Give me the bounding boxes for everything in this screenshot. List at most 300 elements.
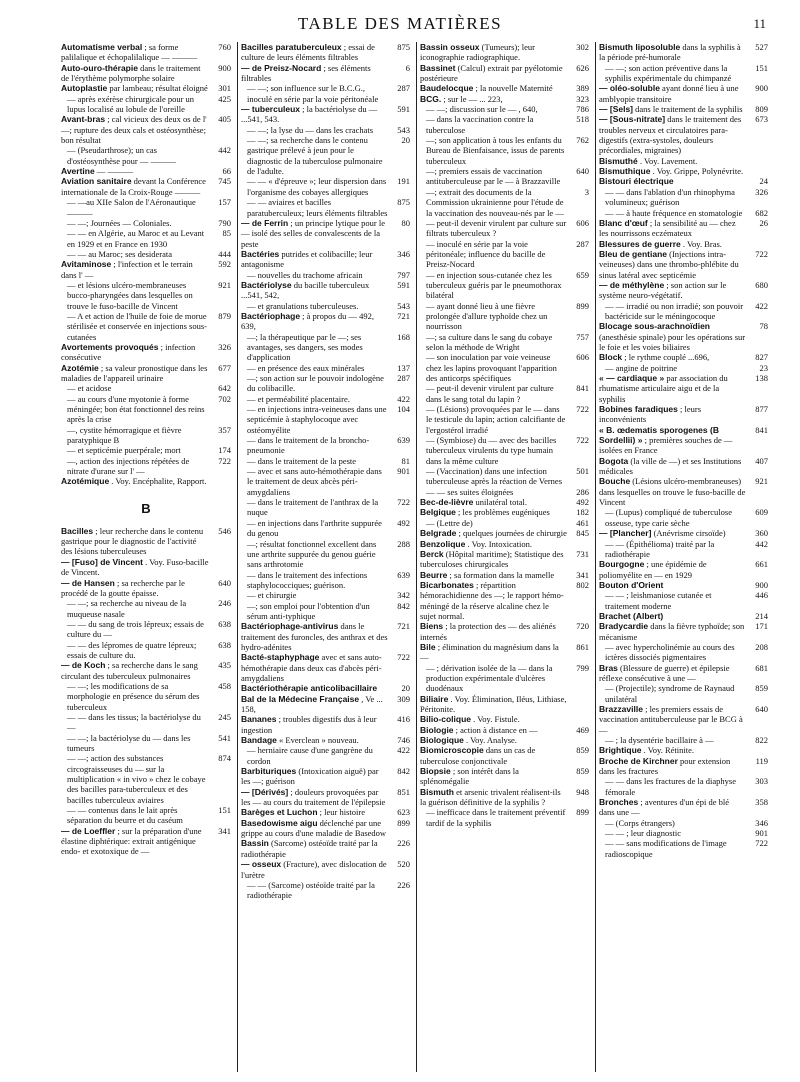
entry-page-number: 879 xyxy=(218,310,231,321)
entry-page-number: 461 xyxy=(576,517,589,528)
entry-heading: Benzolique xyxy=(420,538,466,549)
index-entry xyxy=(420,528,589,538)
index-entry xyxy=(241,880,410,901)
entry-text xyxy=(241,270,388,280)
entry-description: dans le traitement de l'érythème polymorphe solaire xyxy=(61,62,201,84)
entry-page-number: 119 xyxy=(755,755,768,766)
entry-description: —; premiers essais de vaccination antituberculeuse par le — à Brazzaville xyxy=(426,166,561,187)
entry-heading: Brazzaville xyxy=(599,704,643,714)
entry-text xyxy=(599,301,746,322)
index-entry xyxy=(241,838,410,859)
index-entry xyxy=(61,311,231,342)
entry-description: — — dans l'ablation d'un rhinophyma volumineux; guérison xyxy=(605,186,735,208)
index-entry xyxy=(599,249,768,280)
entry-text xyxy=(241,176,388,197)
page-number: 11 xyxy=(753,16,766,31)
entry-heading: Auto-ouro-thérapie xyxy=(61,62,138,73)
index-entry xyxy=(599,590,768,611)
entry-text xyxy=(61,42,209,63)
entry-text xyxy=(420,239,567,270)
entry-text xyxy=(241,125,388,135)
entry-text xyxy=(241,83,388,104)
entry-text xyxy=(61,94,209,115)
entry-text xyxy=(61,526,209,557)
entry-description: — —; son action préventive dans la syphilis expérimentale du chimpanzé xyxy=(605,62,732,84)
entry-page-number: 921 xyxy=(755,476,768,487)
index-entry xyxy=(241,104,410,125)
entry-text xyxy=(241,818,388,839)
index-entry xyxy=(599,187,768,208)
entry-page-number: 3 xyxy=(584,186,589,197)
entry-text xyxy=(61,383,209,393)
entry-text xyxy=(420,63,567,84)
index-entry xyxy=(599,176,768,186)
index-entry xyxy=(241,745,410,766)
entry-page-number: 520 xyxy=(397,859,410,870)
entry-page-number: 638 xyxy=(218,639,231,650)
entry-page-number: 151 xyxy=(218,805,231,816)
entry-text xyxy=(241,745,388,766)
entry-page-number: 900 xyxy=(755,579,768,590)
index-entry xyxy=(599,683,768,704)
entry-page-number: 799 xyxy=(576,662,589,673)
entry-text xyxy=(61,476,209,486)
entry-description: (Injections intra-veineuses) dans une thrombo-phlébite du sinus latéral avec septicémie xyxy=(599,248,739,280)
entry-page-number: 171 xyxy=(755,621,768,632)
entry-text xyxy=(599,321,746,352)
index-entry xyxy=(61,456,231,477)
entry-description: par association du rhumatisme articulaire aigu et de la syphilis xyxy=(599,373,728,404)
entry-text xyxy=(420,549,567,570)
entry-text xyxy=(599,611,746,621)
index-entry xyxy=(61,394,231,425)
entry-description: — — ; leur diagnostic xyxy=(605,828,682,839)
entry-page-number: 389 xyxy=(576,83,589,94)
entry-page-number: 518 xyxy=(576,114,589,125)
index-entry xyxy=(420,166,589,187)
entry-heading: Bactériophage xyxy=(241,310,301,321)
entry-page-number: 899 xyxy=(576,807,589,818)
index-entry xyxy=(599,838,768,859)
entry-heading: Bal de la Médecine Française xyxy=(241,693,360,704)
entry-description: — (Lettre de) xyxy=(426,517,473,528)
index-entry xyxy=(420,807,589,828)
entry-heading: — [Fuso] de Vincent xyxy=(61,556,144,567)
entry-text xyxy=(599,559,746,580)
entry-page-number: 592 xyxy=(218,259,231,270)
entry-heading: Bactériophage-antivirus xyxy=(241,621,339,632)
entry-text xyxy=(61,218,209,228)
entry-page-number: 606 xyxy=(576,352,589,363)
entry-heading: Bananes xyxy=(241,714,277,725)
index-entry xyxy=(420,332,589,353)
entry-description: — (Corps étrangers) xyxy=(605,817,675,828)
index-entry xyxy=(241,332,410,363)
index-entry xyxy=(599,580,768,590)
index-entry xyxy=(241,518,410,539)
entry-text xyxy=(61,425,209,446)
entry-heading: — [Dérivés] xyxy=(241,786,289,797)
index-entry xyxy=(420,694,589,715)
index-entry xyxy=(599,352,768,362)
entry-page-number: 360 xyxy=(755,528,768,539)
entry-text xyxy=(420,135,567,166)
entry-text xyxy=(241,570,388,591)
index-entry xyxy=(61,578,231,599)
index-entry xyxy=(420,42,589,63)
entry-text xyxy=(61,619,209,640)
entry-heading: — de Ferrin xyxy=(241,217,289,228)
index-entry xyxy=(61,383,231,393)
entry-page-number: 24 xyxy=(759,176,768,187)
entry-text xyxy=(599,239,746,249)
entry-description: — — dans les fractures de la diaphyse fémorale xyxy=(605,776,736,797)
entry-page-number: 301 xyxy=(218,83,231,94)
index-entry xyxy=(420,570,589,580)
entry-heading: Automatisme verbal xyxy=(61,42,143,52)
index-entry xyxy=(599,476,768,507)
entry-heading: Bacté-staphyphage xyxy=(241,652,320,663)
entry-text xyxy=(599,404,746,425)
entry-text xyxy=(241,683,388,693)
entry-description: ; les problèmes eugéniques xyxy=(458,507,550,518)
entry-heading: « — cardiaque » xyxy=(599,373,665,383)
entry-text xyxy=(599,528,746,538)
index-entry xyxy=(241,818,410,839)
entry-page-number: 640 xyxy=(218,577,231,588)
entry-page-number: 591 xyxy=(397,104,410,115)
entry-text xyxy=(61,805,209,826)
entry-page-number: 422 xyxy=(755,300,768,311)
entry-text xyxy=(599,218,746,239)
entry-description: putrides et colibacille; leur antagonisme xyxy=(241,248,373,270)
entry-description: — et acidose xyxy=(67,383,112,394)
entry-description: —; sa culture dans le sang du cobaye selon la méthode de Wright xyxy=(426,331,553,352)
entry-text xyxy=(599,539,746,560)
entry-text xyxy=(599,838,746,859)
entry-description: ; sa recherche par le procédé de la goutte épaisse. xyxy=(61,577,185,598)
entry-text xyxy=(599,83,746,104)
entry-text xyxy=(241,249,388,270)
entry-page-number: 681 xyxy=(755,662,768,673)
entry-heading: — de Koch xyxy=(61,660,106,671)
entry-heading: BCG. xyxy=(420,93,442,104)
entry-text xyxy=(599,818,746,828)
entry-text xyxy=(241,787,388,808)
entry-text xyxy=(420,518,567,528)
entry-description: (Anévrisme cirsoïde) xyxy=(653,528,726,539)
entry-page-number: 680 xyxy=(755,279,768,290)
entry-description: — — aviaires et bacilles paratuberculeux; leurs éléments filtrables xyxy=(247,197,388,218)
entry-description: — — contenus dans le lait après séparation du beurre et du caséum xyxy=(67,805,183,826)
entry-text xyxy=(599,756,746,777)
entry-description: ; répartition hémorachidienne des —; le rapport hémo-méningé de la réserve alcaline chez le sujet normal. xyxy=(420,579,564,621)
entry-page-number: 640 xyxy=(755,704,768,714)
entry-text xyxy=(599,114,746,155)
entry-heading: Aviation sanitaire xyxy=(61,176,132,187)
entry-page-number: 326 xyxy=(218,341,231,352)
entry-text xyxy=(241,621,388,652)
entry-page-number: 527 xyxy=(755,42,768,52)
entry-text xyxy=(420,497,567,507)
index-entry xyxy=(61,712,231,733)
entry-page-number: 341 xyxy=(576,569,589,580)
entry-heading: Broche de Kirchner xyxy=(599,755,678,766)
entry-page-number: 661 xyxy=(755,559,768,570)
entry-page-number: 286 xyxy=(576,486,589,497)
entry-text xyxy=(420,539,567,549)
entry-description: (Sarcome) ostéoïde traité par la radiothérapie xyxy=(241,838,378,859)
entry-text xyxy=(61,166,209,176)
entry-description: ; la nouvelle Maternité xyxy=(475,83,553,94)
index-entry xyxy=(241,859,410,880)
entry-description: — — du sang de trois lépreux; essais de culture du — xyxy=(67,618,204,640)
entry-description: (Calcul) extrait par pyélotomie postérieure xyxy=(420,62,563,84)
entry-page-number: 346 xyxy=(755,817,768,828)
entry-description: — —; sa recherche au niveau de la muqueuse nasale xyxy=(67,598,187,619)
entry-text xyxy=(420,694,567,715)
entry-text xyxy=(61,578,209,599)
entry-description: — dans le traitement de la broncho-pneumonie xyxy=(247,435,370,456)
entry-description: — — (Épithélioma) traité par la radiothérapie xyxy=(605,538,715,559)
entry-text xyxy=(61,826,209,857)
index-entry xyxy=(599,621,768,642)
index-entry xyxy=(241,787,410,808)
entry-heading: Bactériothérapie anticolibacillaire xyxy=(241,683,378,694)
entry-page-number: 302 xyxy=(576,42,589,52)
entry-text xyxy=(599,828,746,838)
entry-page-number: 326 xyxy=(755,186,768,197)
entry-page-number: 642 xyxy=(218,383,231,394)
entry-text xyxy=(420,104,567,114)
index-column-1 xyxy=(58,42,233,1072)
entry-description: — et chirurgie xyxy=(247,590,297,601)
entry-heading: Bandage xyxy=(241,735,277,746)
entry-text xyxy=(61,63,209,84)
index-entry xyxy=(599,663,768,684)
entry-page-number: 802 xyxy=(576,579,589,590)
entry-text xyxy=(599,476,746,507)
entry-text xyxy=(420,745,567,766)
index-entry xyxy=(599,114,768,155)
entry-heading: Bouche xyxy=(599,476,631,487)
entry-heading: Beurre xyxy=(420,569,448,580)
entry-description: —, action des injections répétées de nitrate d'urane sur l' — xyxy=(67,455,190,477)
entry-text xyxy=(241,135,388,176)
entry-heading: Blocage sous-arachnoïdien xyxy=(599,321,710,332)
entry-text xyxy=(599,704,746,735)
entry-description: ayant donné lieu à une amblyopie transitoire xyxy=(599,83,739,104)
index-entry xyxy=(599,425,768,456)
entry-heading: — de Preisz-Nocard xyxy=(241,62,322,73)
entry-description: ; une épidémie de poliomyélite en — en 1929 xyxy=(599,559,707,580)
index-entry xyxy=(241,652,410,683)
index-entry xyxy=(599,239,768,249)
index-entry xyxy=(599,63,768,84)
entry-description: ; leurs inconvénients xyxy=(599,404,702,425)
entry-heading: Bassin osseux xyxy=(420,42,480,52)
entry-text xyxy=(61,176,209,197)
entry-description: — (Lupus) compliqué de tuberculose osseuse, type carie sèche xyxy=(605,507,732,528)
entry-page-number: 138 xyxy=(755,373,768,383)
entry-page-number: 861 xyxy=(576,641,589,652)
index-entry xyxy=(599,756,768,777)
entry-text xyxy=(599,363,746,373)
entry-page-number: 151 xyxy=(755,62,768,73)
index-entry xyxy=(61,342,231,363)
index-entry xyxy=(420,735,589,745)
entry-page-number: 722 xyxy=(397,497,410,508)
entry-text xyxy=(420,166,567,187)
entry-description: — ; dérivation isolée de la — dans la production expérimentale d'ulcères duodénaux xyxy=(426,662,553,694)
entry-description: — — « d'épreuve »; leur dispersion dans l'organisme des cobayes allergiques xyxy=(247,176,387,197)
entry-description: — inefficace dans le traitement préventif tardif de la syphilis xyxy=(426,807,566,828)
entry-page-number: 422 xyxy=(397,745,410,756)
entry-text xyxy=(599,42,746,63)
entry-description: — ; la dysentérie bacillaire à — xyxy=(605,735,714,746)
index-entry xyxy=(599,363,768,373)
entry-text xyxy=(61,394,209,425)
entry-text xyxy=(420,301,567,332)
entry-heading: Biologie xyxy=(420,724,454,735)
index-entry xyxy=(599,539,768,560)
entry-heading: Autoplastie xyxy=(61,83,108,94)
entry-heading: Bismuthique xyxy=(599,166,651,177)
entry-description: (la ville de —) et ses Institutions médicales xyxy=(599,455,742,477)
entry-page-number: 407 xyxy=(755,455,768,466)
entry-page-number: 541 xyxy=(218,732,231,743)
entry-text xyxy=(61,197,209,218)
entry-page-number: 341 xyxy=(218,825,231,836)
entry-text xyxy=(599,642,746,663)
entry-page-number: 357 xyxy=(218,424,231,435)
entry-page-number: 841 xyxy=(576,383,589,394)
entry-text xyxy=(420,570,567,580)
entry-page-number: 288 xyxy=(397,538,410,549)
entry-description: — —; la bactériolyse du — dans les tumeurs xyxy=(67,732,191,753)
entry-page-number: 845 xyxy=(576,528,589,539)
entry-description: — et septicémie puerpérale; mort xyxy=(67,445,181,456)
entry-description: (anesthésie spinale) pour les opérations sur le foie et les voies biliaires xyxy=(599,331,746,352)
entry-description: . Voy. Encéphalite, Rapport. xyxy=(111,476,207,487)
entry-text xyxy=(420,435,567,466)
entry-text xyxy=(599,745,746,755)
entry-description: unilatéral total. xyxy=(475,497,527,508)
entry-text xyxy=(241,859,388,880)
entry-page-number: 78 xyxy=(759,321,768,332)
entry-heading: Barbituriques xyxy=(241,766,297,777)
entry-page-number: 157 xyxy=(218,197,231,208)
entry-text xyxy=(599,590,746,611)
entry-text xyxy=(420,332,567,353)
entry-page-number: 309 xyxy=(397,693,410,704)
entry-page-number: 859 xyxy=(576,745,589,756)
entry-description: . Voy. Intoxication. xyxy=(467,538,533,549)
index-entry xyxy=(599,321,768,352)
entry-description: (Tumeurs); leur iconographie radiographique. xyxy=(420,42,535,63)
entry-page-number: 921 xyxy=(218,279,231,290)
index-entry xyxy=(61,63,231,84)
index-entry xyxy=(599,704,768,735)
entry-page-number: 901 xyxy=(755,828,768,839)
index-entry xyxy=(420,218,589,239)
entry-heading: — [Sous-nitrate] xyxy=(599,114,666,125)
entry-description: — A et action de l'huile de foie de morue stérilisée et conservée en injections sous-cutanées xyxy=(67,310,207,342)
index-entry xyxy=(241,176,410,197)
index-entry xyxy=(61,363,231,384)
index-entry xyxy=(61,218,231,228)
entry-description: ; le rythme couplé ...696, xyxy=(624,352,710,363)
index-entry xyxy=(241,280,410,301)
entry-description: — (Projectile); syndrome de Raynaud unilatéral xyxy=(605,683,735,704)
entry-text xyxy=(61,712,209,733)
entry-page-number: 809 xyxy=(755,104,768,115)
entry-heading: Avertine xyxy=(61,166,95,177)
entry-page-number: 6 xyxy=(405,62,410,73)
entry-text xyxy=(420,621,567,642)
entry-page-number: 639 xyxy=(397,435,410,446)
index-entry xyxy=(241,311,410,332)
entry-description: et arsenic trivalent réalisent-ils la guérison définitive de la syphilis ? xyxy=(420,786,561,808)
entry-description: — —; Journées — Coloniales. xyxy=(67,217,172,228)
entry-description: — —au XIIe Salon de l'Aéronautique ——— xyxy=(67,197,196,218)
entry-description: — en injections dans l'arthrite suppurée du genou xyxy=(247,517,382,539)
entry-description: —; son emploi pour l'obtention d'un sérum anti-typhique xyxy=(247,600,370,621)
index-entry xyxy=(420,114,589,135)
entry-description: ; sa recherche dans le sang circulant des tuberculeux pulmonaires xyxy=(61,660,198,681)
index-entry xyxy=(61,598,231,619)
entry-description: « Everclean » nouveau. xyxy=(279,735,359,746)
entry-text xyxy=(599,280,746,301)
entry-page-number: 543 xyxy=(397,124,410,135)
entry-page-number: 745 xyxy=(218,176,231,187)
entry-description: — et lésions ulcéro-membraneuses bucco-pharyngées dans lesquelles on trouve le fuso-bacille de Vincent xyxy=(67,279,193,311)
entry-page-number: 842 xyxy=(397,600,410,611)
index-entry xyxy=(599,528,768,538)
entry-description: — en injection sous-cutanée chez les tuberculeux guéris par le pneumothorax bilatéral xyxy=(426,269,562,301)
entry-page-number: 66 xyxy=(222,166,231,177)
index-entry xyxy=(61,526,231,557)
index-entry xyxy=(420,404,589,435)
index-entry xyxy=(61,42,231,63)
entry-description: ; un principe lytique pour le — isolé des selles de convalescents de la peste xyxy=(241,217,386,249)
entry-text xyxy=(420,663,567,694)
entry-page-number: 875 xyxy=(397,42,410,52)
entry-description: . Voy. Analyse. xyxy=(466,735,517,746)
index-entry xyxy=(241,435,410,456)
entry-text xyxy=(599,456,746,477)
entry-heading: Bradycardie xyxy=(599,621,649,632)
entry-page-number: 720 xyxy=(576,621,589,632)
index-entry xyxy=(420,352,589,383)
entry-text xyxy=(241,714,388,735)
index-entry xyxy=(599,83,768,104)
entry-page-number: 722 xyxy=(755,248,768,259)
entry-page-number: 543 xyxy=(397,300,410,311)
entry-text xyxy=(61,557,209,578)
entry-page-number: 822 xyxy=(755,735,768,746)
entry-text xyxy=(420,714,567,724)
entry-page-number: 682 xyxy=(755,207,768,218)
index-entry xyxy=(420,518,589,528)
entry-heading: — de Loeffler xyxy=(61,825,116,836)
entry-page-number: 875 xyxy=(397,197,410,208)
entry-description: . Voy. Lavement. xyxy=(639,155,698,166)
index-entry xyxy=(241,249,410,270)
entry-heading: Barèges et Luchon xyxy=(241,807,318,818)
entry-heading: Bassin xyxy=(241,838,269,849)
index-entry xyxy=(61,826,231,857)
